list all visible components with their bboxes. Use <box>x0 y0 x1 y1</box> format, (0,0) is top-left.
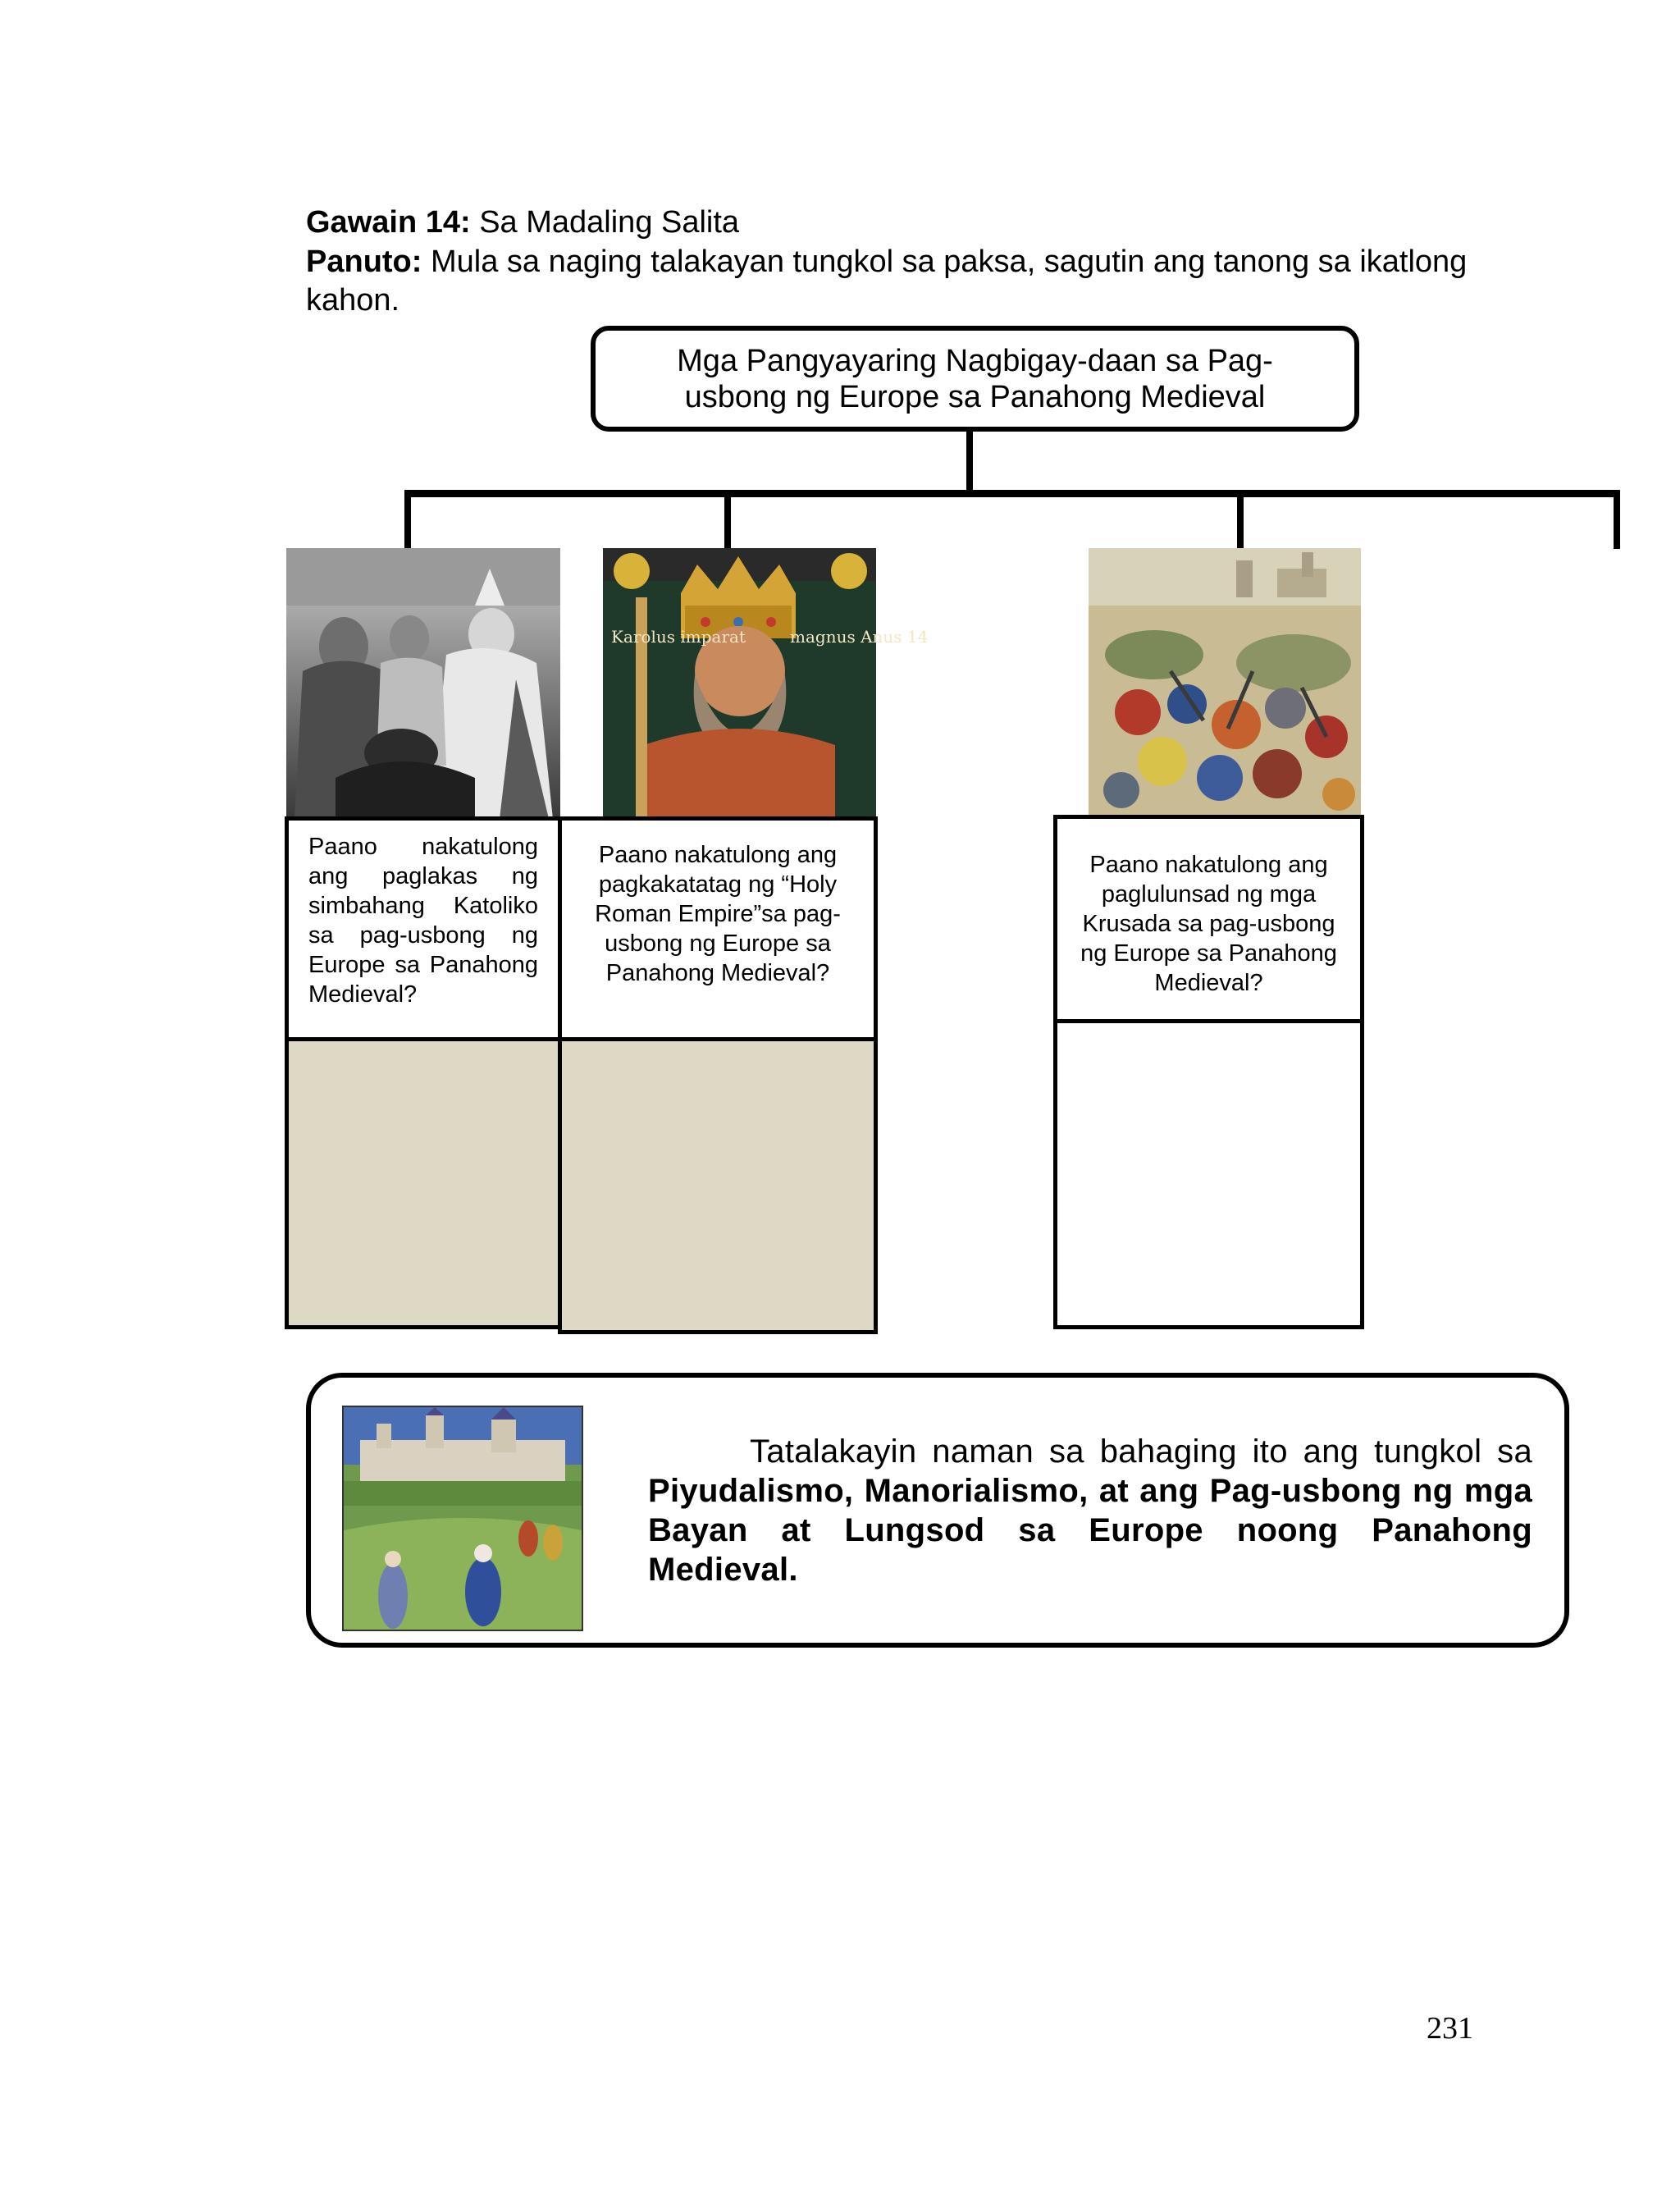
panuto-text: Mula sa naging talakayan tungkol sa paksa, sagutin ang tanong sa ikatlong kahon. <box>306 245 1468 318</box>
root-connector <box>966 432 973 494</box>
question-box-1 <box>285 816 562 1041</box>
intro-bold-text: Piyudalismo, Manorialismo, at ang Pag-usbong ng mga Bayan at Lungsod sa Europe noong Panahong Medieval. <box>648 1473 1532 1588</box>
question-text-2: Paano nakatulong ang pagkakatatag ng “Holy Roman Empire”sa pag-usbong ng Europe sa Panahong Medieval? <box>595 842 841 986</box>
branch-bar <box>404 490 1620 497</box>
branch-drop-1 <box>404 490 411 549</box>
diagram-root-title: Mga Pangyayaring Nagbigay-daan sa Pag-usbong ng Europe sa Panahong Medieval <box>677 343 1273 414</box>
image-caption-right: magnus Anus 14 <box>790 627 929 647</box>
question-box-2 <box>558 816 878 1041</box>
question-text-1: Paano nakatulong ang paglakas ng simbahang Katoliko sa pag-usbong ng Europe sa Panahong Medieval? <box>308 834 538 1008</box>
page-number: 231 <box>1427 2011 1473 2046</box>
intro-lead-text: Tatalakayin naman sa bahaging ito ang tungkol sa <box>750 1433 1532 1470</box>
gawain-label: Gawain 14: <box>306 205 471 240</box>
answer-box-1[interactable] <box>285 1037 562 1329</box>
gawain-title: Sa Madaling Salita <box>479 205 740 240</box>
question-text-3: Paano nakatulong ang paglulunsad ng mga Krusada sa pag-usbong ng Europe sa Panahong Medieval? <box>1080 852 1337 996</box>
crusade-battle-image <box>1089 548 1361 816</box>
panuto-label: Panuto: <box>306 245 422 279</box>
branch-drop-2 <box>724 490 731 549</box>
answer-box-3[interactable] <box>1053 1019 1364 1329</box>
image-caption-left: Karolus imparat <box>611 627 746 647</box>
branch-drop-4 <box>1614 490 1620 549</box>
diagram-root-box <box>591 326 1359 432</box>
activity-title <box>306 203 1471 242</box>
pope-coronation-image <box>286 548 560 816</box>
answer-box-2[interactable] <box>558 1037 878 1334</box>
instructions <box>306 243 1471 320</box>
medieval-town-image <box>342 1406 583 1631</box>
branch-drop-3 <box>1237 490 1244 549</box>
charlemagne-image <box>603 548 929 816</box>
question-box-3 <box>1053 815 1364 1023</box>
intro-text <box>648 1432 1532 1589</box>
